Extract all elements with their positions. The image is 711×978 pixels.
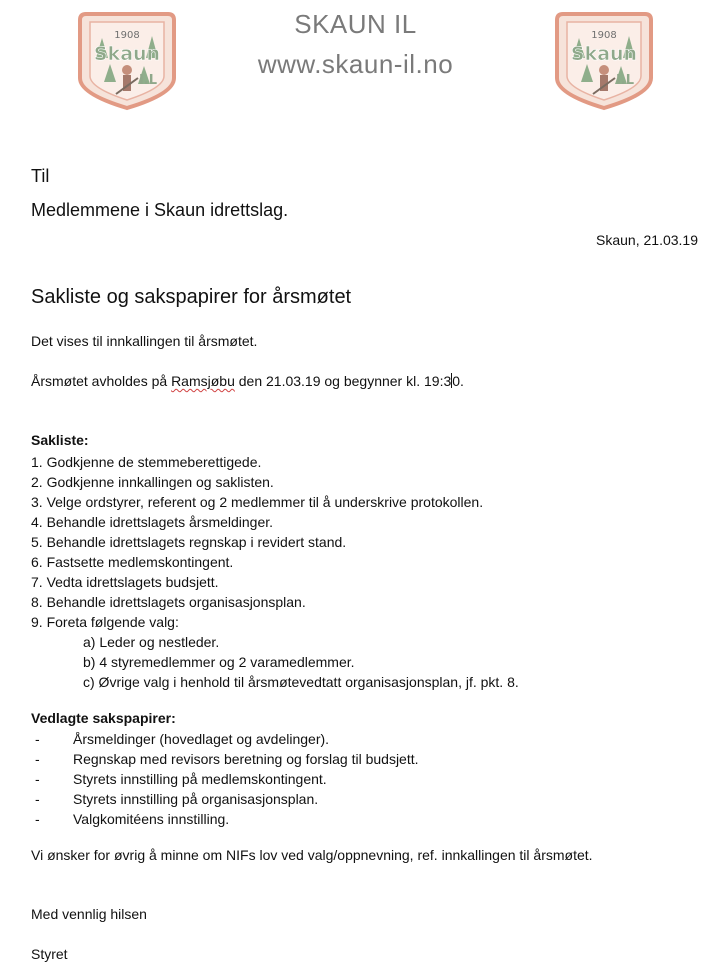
list-dash: - [35, 751, 40, 767]
misspelled-word-place[interactable]: Ramsjøbu [171, 373, 235, 389]
agenda-item: 3. Velge ordstyrer, referent og 2 medlemmer til å underskrive protokollen. [31, 494, 484, 510]
agenda-item: 6. Fastsette medlemskontingent. [31, 554, 234, 570]
svg-text:1908: 1908 [114, 30, 140, 41]
address-recipient: Medlemmene i Skaun idrettslag. [31, 200, 289, 220]
election-subitem: b) 4 styremedlemmer og 2 varamedlemmer. [83, 654, 355, 670]
attachment-text: Valgkomitéens innstilling. [73, 811, 230, 827]
attachment-item [31, 749, 419, 769]
attachments-heading [31, 710, 176, 726]
agenda-item: 8. Behandle idrettslagets organisasjonsplan. [31, 594, 306, 610]
date-line: Skaun, 21.03.19 [596, 232, 698, 248]
agenda-item: 9. Foreta følgende valg: [31, 614, 179, 630]
svg-text:I.L: I.L [615, 73, 635, 88]
club-website-link[interactable]: www.skaun-il.no [257, 49, 454, 79]
list-dash: - [35, 811, 40, 827]
list-dash: - [35, 771, 40, 787]
reminder-paragraph: Vi ønsker for øvrig å minne om NIFs lov ved valg/oppnevning, ref. innkallingen til årsmøtet. [31, 847, 593, 863]
agenda-list [31, 452, 519, 692]
agenda-item: 7. Vedta idrettslagets budsjett. [31, 574, 219, 590]
agenda-item: 4. Behandle idrettslagets årsmeldinger. [31, 514, 274, 530]
attachment-item [31, 809, 419, 829]
document-title: Sakliste og sakspapirer for årsmøtet [31, 286, 352, 308]
meeting-text-prefix: Årsmøtet avholdes på [31, 373, 172, 389]
list-dash: - [35, 731, 40, 747]
attachment-text: Regnskap med revisors beretning og forslag til budsjett. [73, 751, 419, 767]
meeting-paragraph [31, 373, 464, 389]
attachments-heading-colon: : [171, 710, 176, 726]
election-subitem: a) Leder og nestleder. [83, 634, 220, 650]
signature: Styret [31, 946, 68, 962]
agenda-item: 2. Godkjenne innkallingen og saklisten. [31, 474, 274, 490]
attachment-item [31, 729, 419, 749]
agenda-heading: Sakliste: [31, 432, 89, 448]
svg-text:Skaun: Skaun [93, 43, 161, 65]
meeting-text-middle: den 21.03.19 og begynner kl. 19:3 [234, 373, 452, 389]
address-to: Til [31, 166, 50, 186]
club-name-heading: SKAUN IL [294, 9, 417, 39]
agenda-item: 1. Godkjenne de stemmeberettigede. [31, 454, 262, 470]
attachment-item [31, 769, 419, 789]
svg-text:1908: 1908 [591, 30, 617, 41]
attachment-text: Årsmeldinger (hovedlaget og avdelinger). [73, 731, 330, 747]
svg-text:Skaun: Skaun [570, 43, 638, 65]
intro-paragraph: Det vises til innkallingen til årsmøtet. [31, 333, 258, 349]
election-subitem: c) Øvrige valg i henhold til årsmøtevedtatt organisasjonsplan, jf. pkt. 8. [83, 674, 519, 690]
attachments-heading-text: Vedlagte sakspapirer [31, 710, 172, 726]
attachment-text: Styrets innstilling på medlemskontingent. [73, 771, 327, 787]
attachment-text: Styrets innstilling på organisasjonsplan. [73, 791, 319, 807]
meeting-text-suffix: 0. [452, 373, 464, 389]
svg-text:I.L: I.L [138, 73, 158, 88]
agenda-item: 5. Behandle idrettslagets regnskap i revidert stand. [31, 534, 347, 550]
attachments-list [31, 729, 419, 829]
attachment-item [31, 789, 419, 809]
closing-greeting: Med vennlig hilsen [31, 906, 147, 922]
list-dash: - [35, 791, 40, 807]
